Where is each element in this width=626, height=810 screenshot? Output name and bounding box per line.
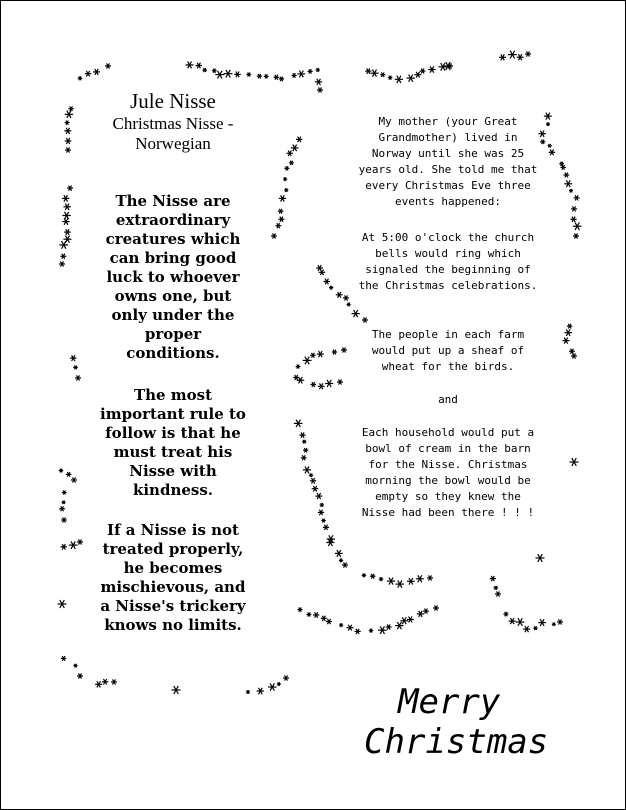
snowflake-icon <box>407 578 415 585</box>
snowflake-icon <box>417 611 424 617</box>
snowflake-icon <box>78 76 83 80</box>
snowflake-icon <box>490 576 496 581</box>
snowflake-icon <box>63 236 71 243</box>
story-paragraph-4: Each household would put a bowl of cream in the barn for the Nisse. Christmas morning the bowl would be empty so they knew the Nisse had been there ! ! ! <box>361 426 535 519</box>
snowflake-icon <box>347 303 351 307</box>
story-paragraph-1: My mother (your Great Grandmother) lived in Norway until she was 25 years old. She told me that every Christmas Eve three events happened: <box>358 115 538 208</box>
snowflake-icon <box>67 186 73 191</box>
snowflake-icon <box>557 619 563 624</box>
snowflake-icon <box>380 72 385 77</box>
snowflake-icon <box>508 51 517 59</box>
snowflake-icon <box>71 477 77 482</box>
snowflake-icon <box>59 506 65 511</box>
snowflake-icon <box>347 625 354 631</box>
snowflake-icon <box>428 66 435 72</box>
snowflake-icon <box>59 261 65 266</box>
snowflake-icon <box>320 503 324 507</box>
snowflake-icon <box>564 173 570 178</box>
snowflake-icon <box>66 472 72 477</box>
snowflake-icon <box>420 69 426 74</box>
greeting-line-1: Merry <box>398 682 501 722</box>
snowflake-icon <box>569 349 575 354</box>
snowflake-icon <box>309 473 313 477</box>
snowflake-icon <box>297 607 302 611</box>
snowflake-icon <box>284 166 289 170</box>
snowflake-icon <box>570 458 579 466</box>
snowflake-icon <box>311 382 317 387</box>
snowflake-icon <box>509 618 516 624</box>
snowflake-icon <box>395 76 403 83</box>
snowflake-icon <box>517 54 524 60</box>
snowflake-icon <box>316 68 320 72</box>
snowflake-icon <box>186 62 194 69</box>
snowflake-icon <box>495 591 501 596</box>
snowflake-icon <box>416 575 424 582</box>
snowflake-icon <box>279 195 286 201</box>
snowflake-icon <box>289 161 294 165</box>
snowflake-icon <box>564 329 572 336</box>
snowflake-icon <box>339 559 343 563</box>
snowflake-icon <box>294 420 303 427</box>
snowflake-icon <box>544 113 552 120</box>
snowflake-icon <box>64 128 71 134</box>
snowflake-icon <box>337 379 343 384</box>
snowflake-icon <box>321 519 326 523</box>
snowflake-icon <box>75 375 81 380</box>
snowflake-icon <box>257 688 265 695</box>
snowflake-icon <box>70 355 77 361</box>
snowflake-icon <box>303 357 312 365</box>
snowflake-icon <box>318 510 324 516</box>
snowflake-icon <box>303 466 311 473</box>
snowflake-icon <box>324 279 331 285</box>
snowflake-icon <box>310 353 316 358</box>
snowflake-icon <box>570 217 576 222</box>
snowflake-icon <box>283 675 289 680</box>
snowflake-icon <box>283 177 287 181</box>
snowflake-icon <box>536 554 545 562</box>
snowflake-icon <box>73 366 78 370</box>
snowflake-icon <box>69 541 78 549</box>
nisse-paragraph-3: If a Nisse is not treated properly, he becomes mischievous, and a Nisse's trickery knows no limits. <box>100 521 246 634</box>
snowflake-icon <box>303 448 308 453</box>
snowflake-icon <box>257 74 262 79</box>
snowflake-icon <box>172 686 181 694</box>
snowflake-icon <box>370 574 376 579</box>
snowflake-icon <box>400 617 408 624</box>
snowflake-icon <box>573 222 582 230</box>
snowflake-icon <box>274 75 280 80</box>
snowflake-icon <box>299 432 305 437</box>
snowflake-icon <box>564 180 572 187</box>
snowflake-icon <box>61 517 67 522</box>
snowflake-icon <box>323 525 329 530</box>
snowflake-icon <box>312 486 319 492</box>
snowflake-icon <box>61 544 68 550</box>
page-subtitle: Christmas Nisse - Norwegian <box>112 114 234 153</box>
story-paragraph-3: The people in each farm would put up a sheaf of wheat for the birds. <box>371 328 525 373</box>
snowflake-icon <box>59 469 63 473</box>
snowflake-icon <box>427 575 433 580</box>
snowflake-icon <box>516 618 525 626</box>
snowflake-icon <box>540 140 545 145</box>
snowflake-icon <box>316 265 323 271</box>
snowflake-icon <box>533 626 538 630</box>
snowflake-icon <box>202 68 207 72</box>
snowflake-icon <box>343 295 349 300</box>
snowflake-icon <box>296 137 303 143</box>
snowflake-icon <box>59 241 68 249</box>
snowflake-icon <box>336 292 343 298</box>
snowflake-icon <box>276 223 282 228</box>
snowflake-icon <box>268 683 277 690</box>
snowflake-icon <box>308 69 313 73</box>
snowflake-icon <box>93 69 100 75</box>
snowflake-icon <box>284 188 288 192</box>
snowflake-icon <box>105 63 111 68</box>
snowflake-icon <box>61 656 66 661</box>
snowflake-icon <box>329 286 333 290</box>
snowflake-icon <box>352 310 360 317</box>
snowflake-icon <box>111 679 117 684</box>
snowflake-icon <box>246 72 251 76</box>
snowflake-icon <box>62 501 66 505</box>
snowflake-icon <box>296 365 301 369</box>
snowflake-icon <box>549 149 556 155</box>
story-paragraph-2: At 5:00 o'clock the church bells would ring which signaled the beginning of the Christmas celebrations. <box>358 231 538 292</box>
snowflake-icon <box>407 75 415 82</box>
snowflake-icon <box>64 229 71 235</box>
snowflake-icon <box>562 338 569 344</box>
snowflake-icon <box>291 145 299 152</box>
snowflake-icon <box>396 580 404 587</box>
snowflake-icon <box>355 629 361 634</box>
snowflake-icon <box>234 72 241 78</box>
snowflake-icon <box>342 562 348 567</box>
snowflake-icon <box>271 233 277 238</box>
snowflake-icon <box>339 623 343 627</box>
snowflake-icon <box>407 617 414 623</box>
snowflake-icon <box>65 147 71 152</box>
snowflake-icon <box>246 690 250 694</box>
snowflake-icon <box>525 51 531 56</box>
snowflake-icon <box>64 204 71 210</box>
snowflake-icon <box>573 233 579 238</box>
snowflake-icon <box>315 79 322 85</box>
snowflake-icon <box>297 71 305 78</box>
snowflake-icon <box>569 189 573 193</box>
greeting-line-2: Christmas <box>364 722 549 762</box>
snowflake-icon <box>62 212 70 219</box>
snowflake-icon <box>313 612 319 617</box>
snowflake-icon <box>58 600 67 608</box>
snowflake-icon <box>499 54 506 60</box>
snowflake-icon <box>77 673 83 678</box>
snowflake-icon <box>278 217 284 222</box>
nisse-paragraph-2: The most important rule to follow is that he must treat his Nisse with kindness. <box>100 386 246 499</box>
snowflake-icon <box>388 76 393 80</box>
snowflake-icon <box>341 347 347 352</box>
snowflake-icon <box>571 206 577 211</box>
story-connector: and <box>438 393 458 406</box>
snowflake-icon <box>546 122 550 126</box>
snowflake-icon <box>215 71 224 79</box>
snowflake-icon <box>102 679 108 685</box>
snowflake-icon <box>370 70 378 77</box>
snowflake-icon <box>523 626 530 632</box>
snowflake-icon <box>387 578 395 585</box>
snowflake-icon <box>306 612 311 616</box>
snowflake-icon <box>264 74 269 78</box>
snowflake-icon <box>95 681 102 687</box>
nisse-paragraph-1: The Nisse are extraordinary creatures which can bring good luck to whoever owns one, but only under the proper conditions. <box>105 192 241 362</box>
snowflake-icon <box>224 70 233 78</box>
snowflake-icon <box>415 72 422 78</box>
snowflake-icon <box>85 71 92 77</box>
snowflake-icon <box>571 353 577 358</box>
snowflake-icon <box>302 440 306 444</box>
page-title: Jule Nisse <box>130 89 216 113</box>
snowflake-icon <box>317 87 323 92</box>
snowflake-icon <box>378 626 387 634</box>
snowflake-icon <box>321 616 327 621</box>
snowflake-icon <box>335 550 343 557</box>
snowflake-icon <box>310 478 316 484</box>
snowflake-icon <box>574 195 580 200</box>
snowflake-icon <box>326 619 332 624</box>
snowflake-icon <box>332 350 337 355</box>
snowflake-icon <box>319 270 325 276</box>
snowflake-icon <box>68 106 73 111</box>
snowflake-icon <box>561 165 566 170</box>
snowflake-icon <box>386 624 392 629</box>
snowflake-icon <box>62 218 69 225</box>
snowflake-icon <box>65 111 73 118</box>
snowflake-icon <box>279 77 284 82</box>
snowflake-icon <box>278 209 284 214</box>
snowflake-icon <box>277 682 281 686</box>
snowflake-icon <box>287 151 293 157</box>
snowflake-icon <box>423 609 429 614</box>
snowflake-icon <box>65 121 70 125</box>
snowflake-icon <box>494 586 499 590</box>
snowflake-icon <box>552 623 556 627</box>
snowflake-icon <box>77 539 83 544</box>
snowflake-icon <box>196 63 203 69</box>
snowflake-icon <box>362 573 367 577</box>
snowflake-icon <box>379 577 384 581</box>
snowflake-icon <box>548 144 552 148</box>
merry-christmas-greeting <box>352 682 602 762</box>
snowflake-icon <box>212 69 217 73</box>
snowflake-icon <box>503 612 508 617</box>
snowflake-icon <box>62 195 69 201</box>
snowflake-icon <box>433 605 439 610</box>
snowflake-icon <box>315 493 322 499</box>
snowflake-icon <box>60 254 66 259</box>
snowflake-icon <box>318 383 325 389</box>
snowflake-icon <box>65 138 72 144</box>
snowflake-icon <box>73 664 77 668</box>
snowflake-icon <box>567 324 572 329</box>
snowflake-icon <box>292 73 297 78</box>
snowflake-icon <box>362 317 368 322</box>
snowflake-icon <box>317 351 324 357</box>
snowflake-icon <box>325 380 333 387</box>
snowflake-icon <box>369 629 373 633</box>
snowflake-icon <box>301 455 307 460</box>
snowflake-icon <box>62 490 67 494</box>
snowflake-icon <box>538 619 546 626</box>
